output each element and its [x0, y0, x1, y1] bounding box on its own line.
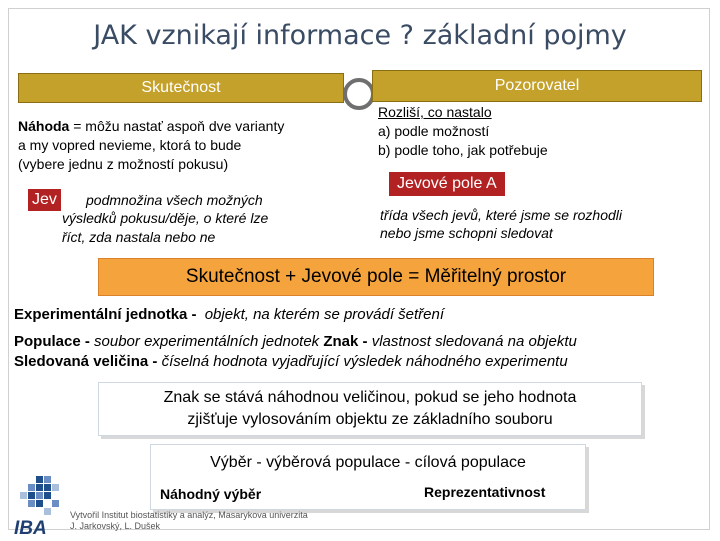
- observed-variable-term: Sledovaná veličina -: [14, 353, 158, 370]
- footer-credit-line1: Vytvořil Institut biostatistiky a analýz, Masarykova univerzita: [70, 510, 308, 520]
- population-line: [14, 333, 577, 350]
- footer-credit-line2: J. Jarkovský, L. Dušek: [70, 521, 161, 531]
- observed-variable-line: [14, 353, 568, 370]
- jev-line3: říct, zda nastala nebo ne: [62, 229, 216, 245]
- ring-connector-icon: [343, 78, 375, 110]
- jevove-pole-desc2: nebo jsme schopni sledovat: [380, 225, 553, 241]
- skutecnost-header-label: Skutečnost: [141, 79, 221, 96]
- slide-title: JAK vznikají informace ? základní pojmy: [93, 20, 627, 51]
- equation-text: Skutečnost + Jevové pole = Měřitelný prostor: [185, 266, 567, 287]
- experimental-unit-term: Experimentální jednotka -: [14, 306, 197, 323]
- znak-term: Znak -: [323, 333, 368, 350]
- jev-label: Jev: [28, 189, 61, 211]
- equation-box: [98, 258, 654, 296]
- pozorovatel-line1: Rozliší, co nastalo: [378, 104, 492, 120]
- population-definition: soubor experimentálních jednotek: [94, 333, 320, 350]
- nahoda-line3: (vybere jednu z možností pokusu): [18, 156, 229, 172]
- nahoda-term: Náhoda: [18, 118, 70, 134]
- skutecnost-header: [18, 73, 344, 103]
- jev-line1: podmnožina všech možných: [86, 192, 263, 208]
- iba-logo-text: IBA: [14, 518, 47, 539]
- pozorovatel-header-label: Pozorovatel: [494, 77, 580, 94]
- reprezentativnost: Reprezentativnost: [424, 484, 546, 500]
- pozorovatel-line2: a) podle možností: [378, 123, 490, 139]
- observed-variable-definition: číselná hodnota vyjadřující výsledek náhodného experimentu: [161, 353, 568, 370]
- znak-definition: vlastnost sledovaná na objektu: [371, 333, 577, 350]
- nahoda-definition: = môžu nastať aspoň dve varianty: [69, 118, 285, 134]
- experimental-unit-line: [14, 306, 444, 323]
- pozorovatel-line3: b) podle toho, jak potřebuje: [378, 142, 548, 158]
- nahoda-line2: a my vopred nevieme, ktorá to bude: [18, 137, 242, 153]
- znak-box-line2: zjišťuje vylosováním objektu ze základního souboru: [187, 411, 553, 428]
- jevove-pole-desc1: třída všech jevů, které jsme se rozhodli: [380, 207, 622, 223]
- vyber-line: Výběr - výběrová populace - cílová populace: [210, 454, 526, 471]
- znak-box: [98, 382, 642, 436]
- znak-box-line1: Znak se stává náhodnou veličinou, pokud se jeho hodnota: [163, 389, 577, 406]
- population-term: Populace -: [14, 333, 90, 350]
- jevove-pole-label: Jevové pole A: [389, 172, 505, 196]
- nahodny-vyber: Náhodný výběr: [160, 486, 262, 502]
- experimental-unit-definition: objekt, na kterém se provádí šetření: [204, 306, 445, 323]
- iba-logo: [14, 474, 64, 539]
- nahoda-line: [18, 118, 284, 134]
- pozorovatel-header: [372, 70, 702, 102]
- jev-line2: výsledků pokusu/děje, o které lze: [62, 210, 269, 226]
